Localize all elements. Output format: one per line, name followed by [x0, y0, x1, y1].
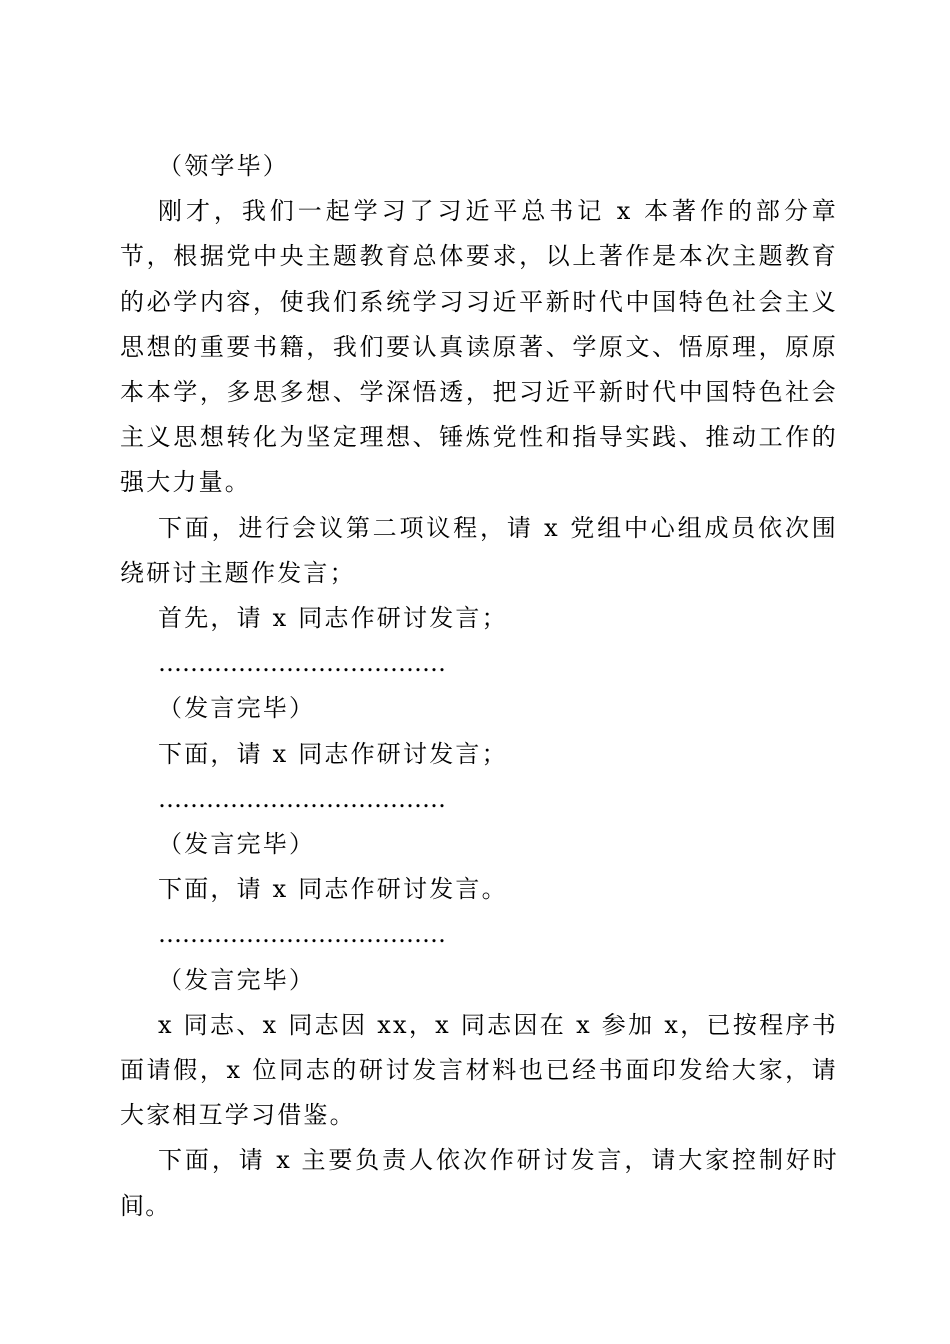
- paragraph-lead-reading-done: （领学毕）: [158, 152, 289, 180]
- paragraph-speech-done: （发言完毕）: [158, 830, 316, 859]
- paragraph-first-speaker: 首先，请 x 同志作研讨发言；: [158, 604, 508, 633]
- ellipsis-line: ………………………………: [158, 784, 446, 813]
- paragraph-speech-done: （发言完毕）: [158, 965, 316, 994]
- paragraph-leave-notice: x 同志、x 同志因 xx，x 同志因在 x 参加 x，已按程序书面请假，x 位同志的研讨发言材料也已经书面印发给大家，请大家相互学习借鉴。: [120, 1010, 838, 1130]
- paragraph-principal-speakers: 下面，请 x 主要负责人依次作研讨发言，请大家控制好时间。: [120, 1146, 838, 1220]
- paragraph-next-speaker: 下面，请 x 同志作研讨发言。: [158, 875, 508, 904]
- ellipsis-line: ………………………………: [158, 920, 446, 949]
- paragraph-speech-done: （发言完毕）: [158, 694, 316, 723]
- paragraph-second-agenda: 下面，进行会议第二项议程，请 x 党组中心组成员依次围绕研讨主题作发言；: [120, 513, 838, 587]
- ellipsis-line: ………………………………: [158, 649, 446, 678]
- paragraph-study-summary: 刚才，我们一起学习了习近平总书记 x 本著作的部分章节，根据党中央主题教育总体要求，以上著作是本次主题教育的必学内容，使我们系统学习习近平新时代中国特色社会主义思想的重要书籍，我们要认真读原著、学原文、悟原理，原原本本学，多思多想、学深悟透，把习近平新时代中国特色社会主义思想转化为坚定理想、锤炼党性和指导实践、推动工作的强大力量。: [120, 197, 838, 497]
- paragraph-next-speaker: 下面，请 x 同志作研讨发言；: [158, 739, 508, 768]
